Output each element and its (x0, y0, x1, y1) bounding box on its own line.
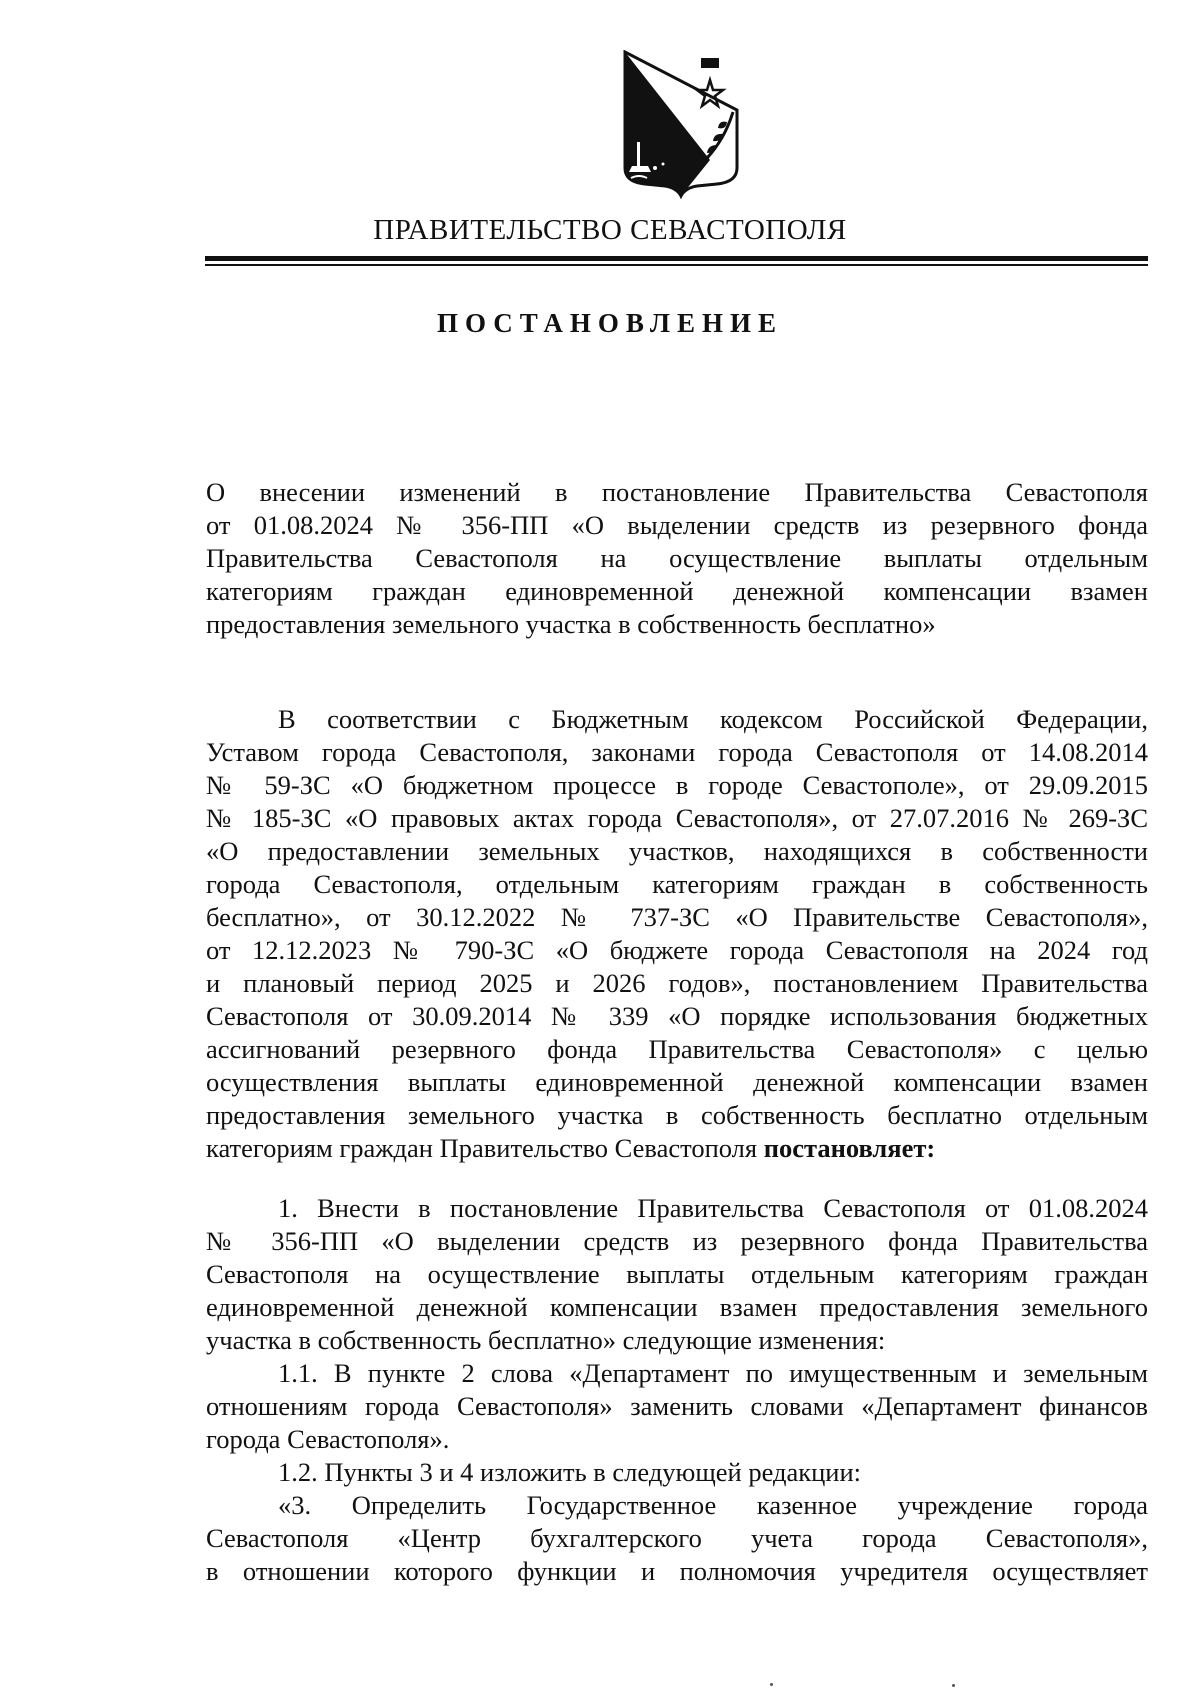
subject-line: предоставления земельного участка в собственность бесплатно» (206, 609, 936, 639)
preamble-line: осуществления выплаты единовременной денежной компенсации взамен (206, 1067, 1148, 1097)
header-rule-thin (205, 264, 1148, 266)
sevastopol-coat-of-arms-icon (615, 50, 745, 200)
scan-artifact (952, 1684, 955, 1687)
preamble-line: № 185-ЗС «О правовых актах города Севастополя», от 27.07.2016 № 269-ЗС (206, 803, 1148, 833)
item-1-line: 1. Внести в постановление Правительства Севастополя от 01.08.2024 (278, 1193, 1148, 1223)
scan-artifact (770, 1683, 773, 1686)
preamble-paragraph (206, 703, 1148, 1165)
preamble-line: ассигнований резервного фонда Правительства Севастополя» с целью (206, 1034, 1148, 1064)
preamble-line: от 12.12.2023 № 790-ЗС «О бюджете города Севастополя на 2024 год (206, 935, 1148, 965)
preamble-line: города Севастополя, отдельным категориям граждан в собственность (206, 869, 1148, 899)
preamble-line: предоставления земельного участка в собственность бесплатно отдельным (206, 1100, 1148, 1130)
subject-line: О внесении изменений в постановление Правительства Севастополя (206, 477, 1148, 507)
subject-line: категориям граждан единовременной денежной компенсации взамен (206, 576, 1148, 606)
document-subject (206, 476, 1148, 641)
item-1-2-line: 1.2. Пункты 3 и 4 изложить в следующей редакции: (278, 1457, 862, 1487)
header-rule-thick (205, 256, 1148, 261)
item-3-quote-line: Севастополя «Центр бухгалтерского учета города Севастополя», (206, 1523, 1148, 1553)
item-1-1-line: отношениям города Севастополя» заменить словами «Департамент финансов (206, 1391, 1148, 1421)
preamble-final-text: категориям граждан Правительство Севастополя (206, 1133, 764, 1163)
subject-line: от 01.08.2024 № 356-ПП «О выделении средств из резервного фонда (206, 510, 1148, 540)
item-1-line: участка в собственность бесплатно» следующие изменения: (206, 1325, 886, 1355)
preamble-line: и плановый период 2025 и 2026 годов», постановлением Правительства (206, 968, 1148, 998)
preamble-line: бесплатно», от 30.12.2022 № 737-ЗС «О Правительстве Севастополя», (206, 902, 1148, 932)
preamble-line: № 59-ЗС «О бюджетном процессе в городе Севастополе», от 29.09.2015 (206, 770, 1148, 800)
preamble-line: «О предоставлении земельных участков, находящихся в собственности (206, 836, 1148, 866)
item-1-1-line: города Севастополя». (206, 1424, 450, 1454)
resolves-keyword: постановляет: (763, 1133, 936, 1163)
item-3-quote-line: в отношении которого функции и полномочия учредителя осуществляет (206, 1556, 1148, 1586)
item-1-1-line: 1.1. В пункте 2 слова «Департамент по имущественным и земельным (278, 1358, 1148, 1388)
subject-line: Правительства Севастополя на осуществление выплаты отдельным (206, 543, 1148, 573)
resolution-items (206, 1192, 1148, 1588)
preamble-line: Севастополя от 30.09.2014 № 339 «О порядке использования бюджетных (206, 1001, 1148, 1031)
item-1-line: Севастополя на осуществление выплаты отдельным категориям граждан (206, 1259, 1148, 1289)
item-3-quote-line: «3. Определить Государственное казенное учреждение города (278, 1490, 1148, 1520)
item-1-line: № 356-ПП «О выделении средств из резервного фонда Правительства (206, 1226, 1148, 1256)
item-1-line: единовременной денежной компенсации взамен предоставления земельного (206, 1292, 1148, 1322)
preamble-line: Уставом города Севастополя, законами города Севастополя от 14.08.2014 (206, 737, 1148, 767)
document-type-heading: ПОСТАНОВЛЕНИЕ (436, 308, 784, 338)
preamble-line-final (206, 1132, 1148, 1165)
preamble-line: В соответствии с Бюджетным кодексом Российской Федерации, (278, 704, 1148, 734)
organization-title: ПРАВИТЕЛЬСТВО СЕВАСТОПОЛЯ (373, 214, 847, 246)
